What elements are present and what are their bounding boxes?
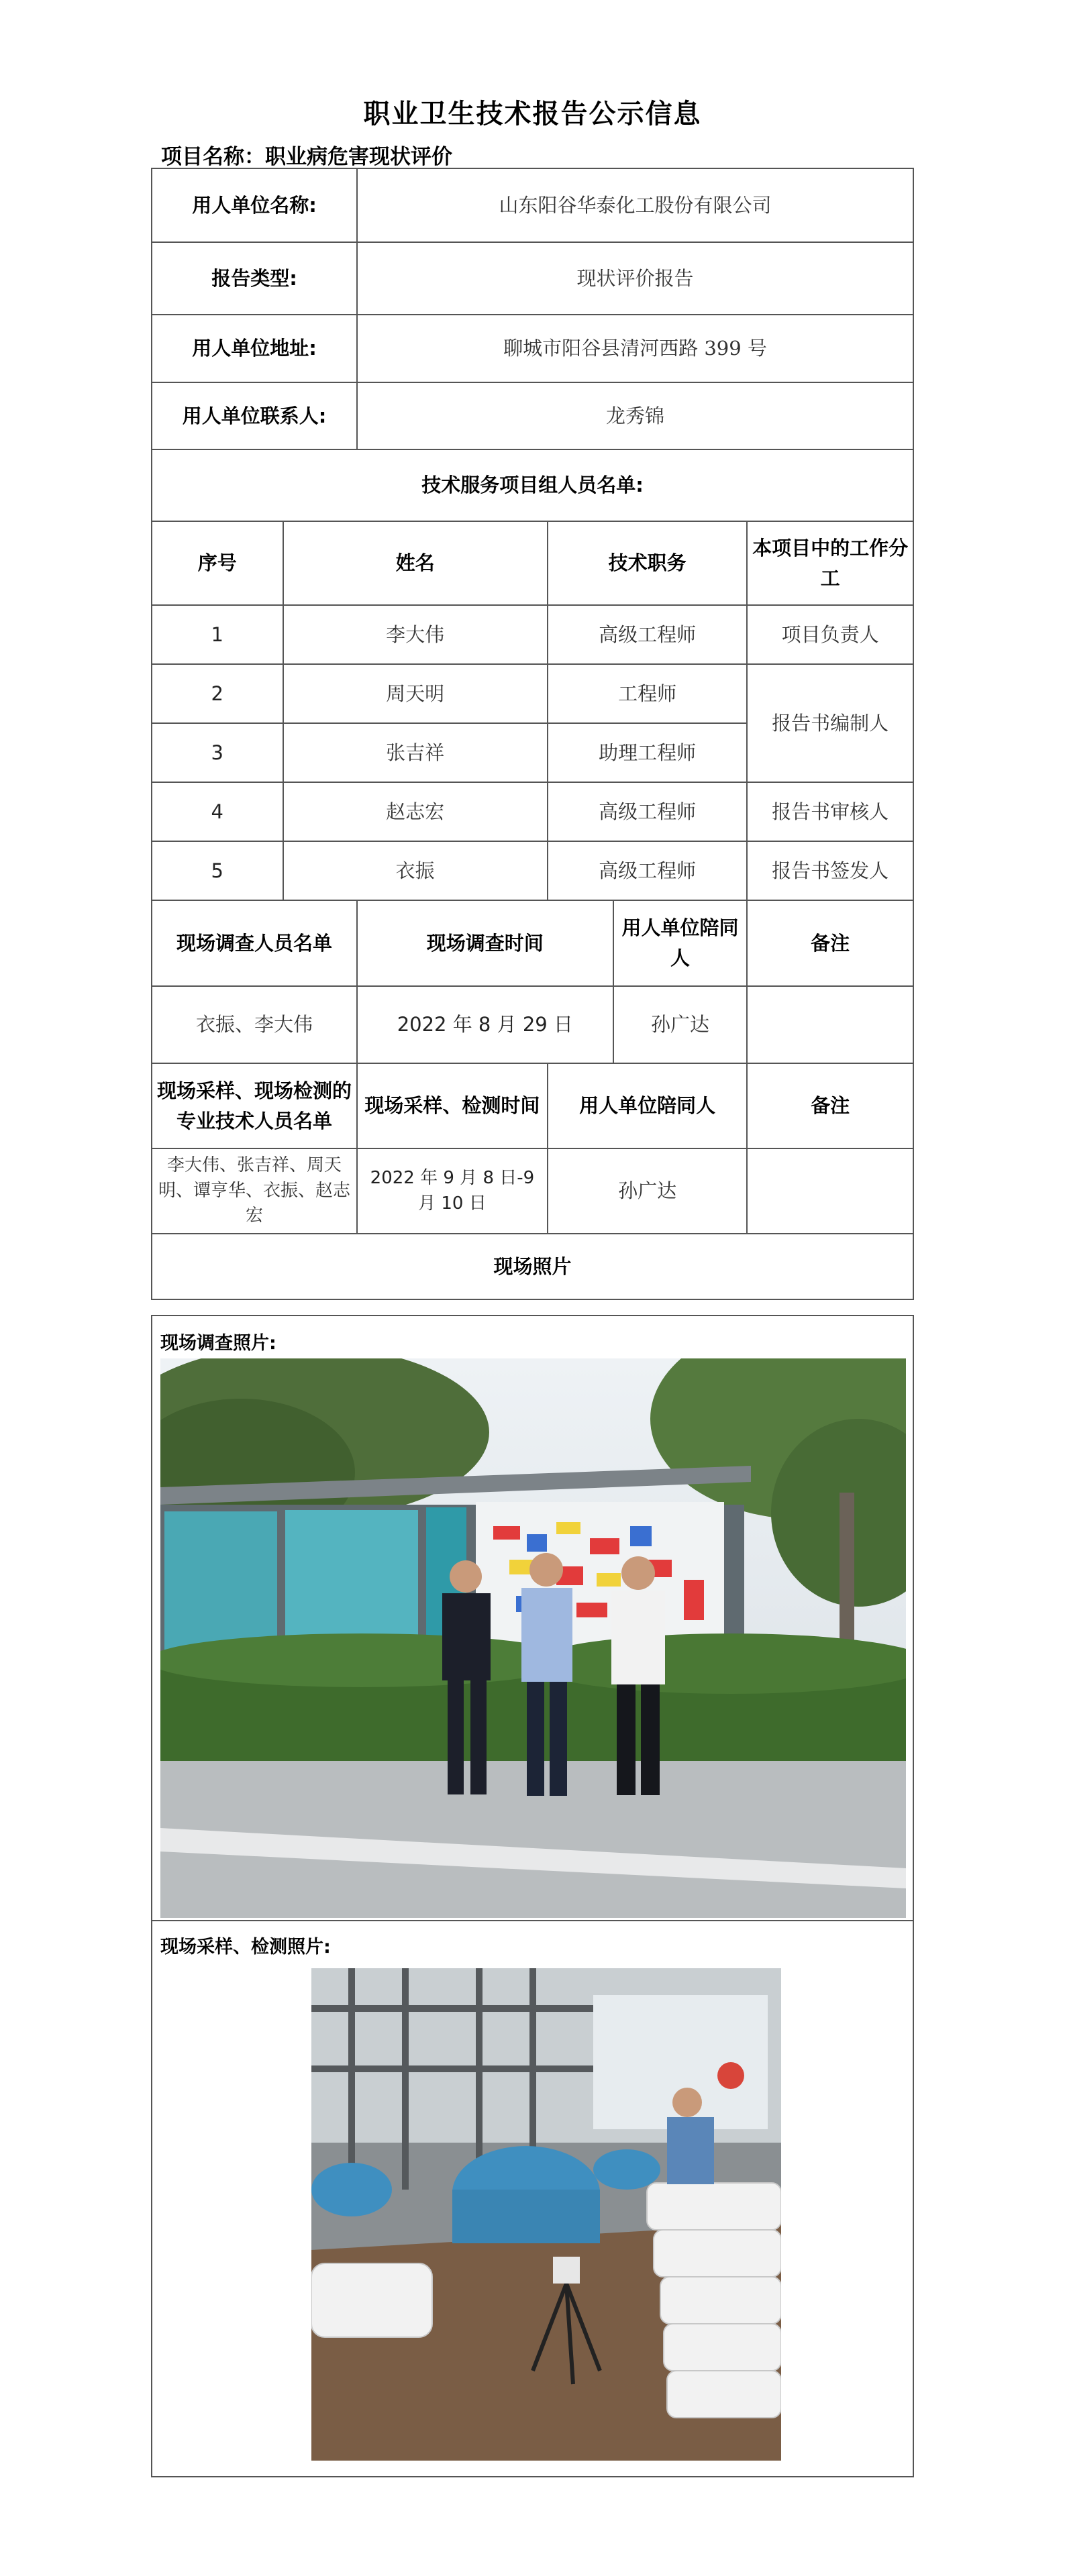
survey-header-row [152, 900, 913, 986]
sampling-photo-label: 现场采样、检测照片: [160, 1937, 331, 1957]
unit-name-row [152, 168, 913, 242]
survey-col-escort: 用人单位陪同人 [613, 900, 748, 986]
unit-name-value: 山东阳谷华泰化工股份有限公司 [357, 168, 913, 242]
sampling-header-row [152, 1063, 913, 1148]
survey-time: 2022 年 8 月 29 日 [357, 986, 613, 1063]
sampling-note [747, 1148, 913, 1234]
row-role: 报告书签发人 [747, 841, 913, 900]
report-type-row [152, 242, 913, 315]
survey-col-note: 备注 [747, 900, 913, 986]
report-type-value: 现状评价报告 [357, 242, 913, 315]
row-title: 助理工程师 [548, 723, 748, 782]
contact-row [152, 382, 913, 449]
row-name: 衣振 [283, 841, 548, 900]
row-role: 报告书审核人 [747, 782, 913, 841]
photos-heading-row [152, 1234, 913, 1299]
unit-name-label: 用人单位名称: [152, 168, 357, 242]
row-title: 高级工程师 [548, 605, 748, 664]
row-title: 高级工程师 [548, 782, 748, 841]
page-title: 职业卫生技术报告公示信息 [363, 99, 702, 129]
row-no: 3 [152, 723, 283, 782]
survey-col-time: 现场调查时间 [357, 900, 613, 986]
row-no: 5 [152, 841, 283, 900]
contact-value: 龙秀锦 [357, 382, 913, 449]
survey-photo-label: 现场调查照片: [160, 1333, 276, 1354]
sampling-col-escort: 用人单位陪同人 [548, 1063, 748, 1148]
project-name: 项目名称：职业病危害现状评价 [161, 145, 452, 169]
address-value: 聊城市阳谷县清河西路 399 号 [357, 315, 913, 382]
col-no: 序号 [152, 521, 283, 605]
team-header-row [152, 521, 913, 605]
sampling-col-staff: 现场采样、现场检测的专业技术人员名单 [152, 1063, 357, 1148]
row-role: 项目负责人 [747, 605, 913, 664]
survey-note [747, 986, 913, 1063]
sampling-photo [311, 1968, 781, 2461]
survey-col-staff: 现场调查人员名单 [152, 900, 357, 986]
team-row [152, 841, 913, 900]
row-name: 赵志宏 [283, 782, 548, 841]
sampling-staff: 李大伟、张吉祥、周天明、谭亨华、衣振、赵志宏 [152, 1148, 357, 1234]
team-heading: 技术服务项目组人员名单: [152, 449, 913, 521]
team-row [152, 605, 913, 664]
photos-box [151, 1315, 914, 2477]
sampling-col-note: 备注 [747, 1063, 913, 1148]
photos-heading: 现场照片 [152, 1234, 913, 1299]
report-info-table [151, 168, 914, 1300]
row-name: 李大伟 [283, 605, 548, 664]
sampling-row [152, 1148, 913, 1234]
survey-staff: 衣振、李大伟 [152, 986, 357, 1063]
report-type-label: 报告类型: [152, 242, 357, 315]
row-no: 4 [152, 782, 283, 841]
col-name: 姓名 [283, 521, 548, 605]
row-no: 1 [152, 605, 283, 664]
col-title: 技术职务 [548, 521, 748, 605]
sampling-time: 2022 年 9 月 8 日-9 月 10 日 [357, 1148, 548, 1234]
survey-photo [160, 1358, 906, 1918]
sampling-col-time: 现场采样、检测时间 [357, 1063, 548, 1148]
photos-divider [152, 1920, 913, 1921]
survey-row [152, 986, 913, 1063]
col-role: 本项目中的工作分工 [747, 521, 913, 605]
sampling-escort: 孙广达 [548, 1148, 748, 1234]
survey-photo-image [160, 1358, 906, 1918]
survey-escort: 孙广达 [613, 986, 748, 1063]
sampling-photo-image [311, 1968, 781, 2461]
row-no: 2 [152, 664, 283, 723]
row-role: 报告书编制人 [747, 664, 913, 782]
team-row [152, 782, 913, 841]
address-row [152, 315, 913, 382]
team-row [152, 664, 913, 723]
address-label: 用人单位地址: [152, 315, 357, 382]
row-title: 高级工程师 [548, 841, 748, 900]
row-name: 周天明 [283, 664, 548, 723]
contact-label: 用人单位联系人: [152, 382, 357, 449]
row-title: 工程师 [548, 664, 748, 723]
team-heading-row [152, 449, 913, 521]
row-name: 张吉祥 [283, 723, 548, 782]
